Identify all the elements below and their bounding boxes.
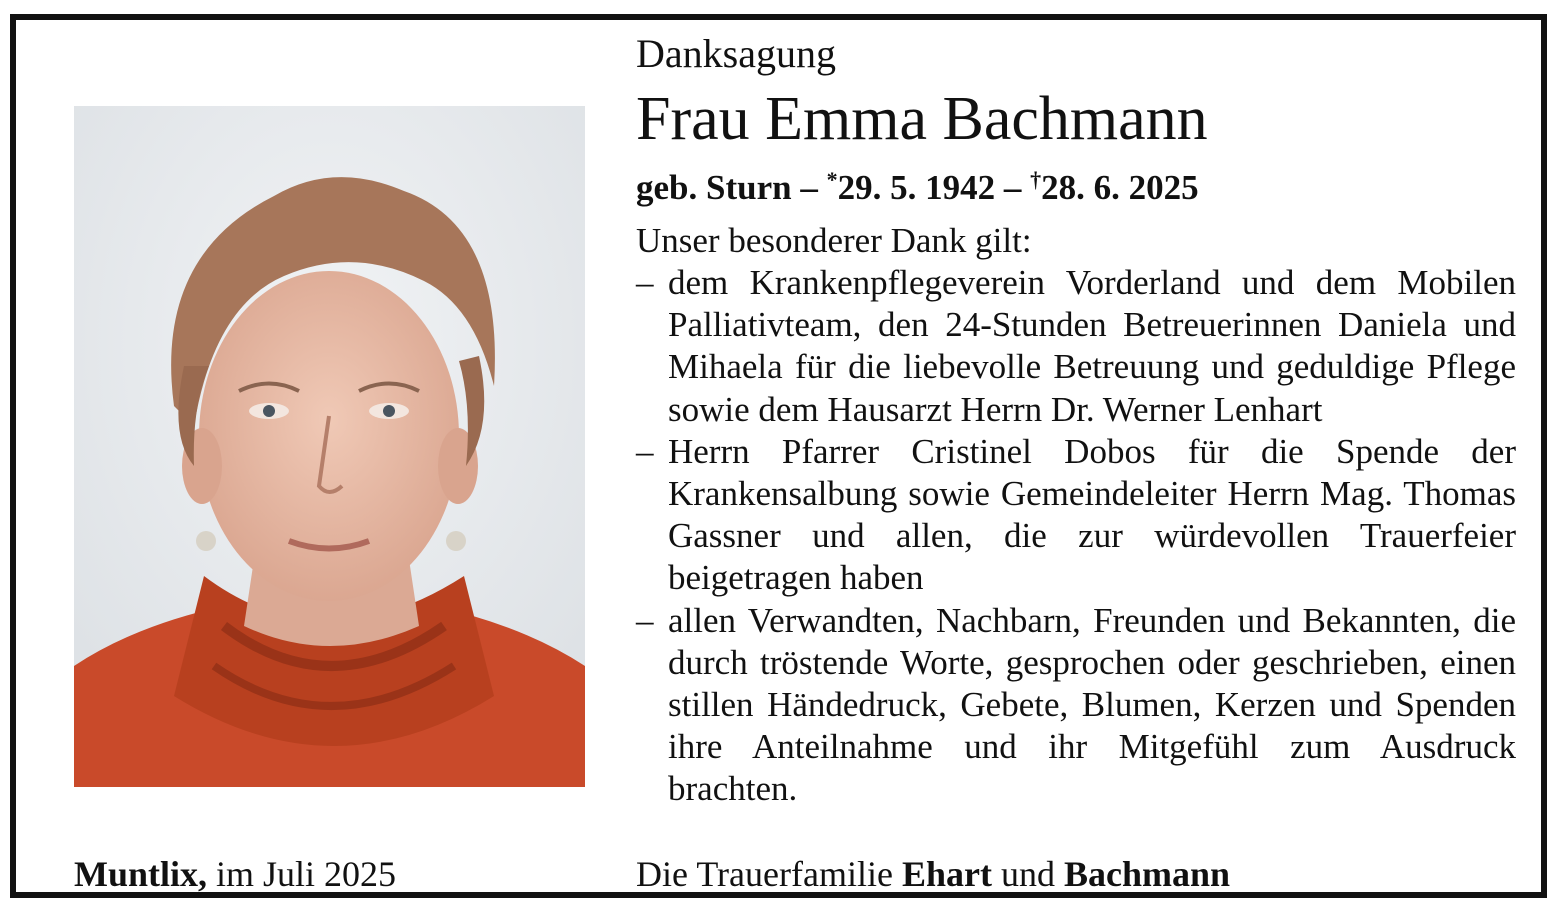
family-prefix: Die Trauerfamilie (636, 854, 893, 894)
portrait-photo (74, 106, 585, 787)
place-and-date (74, 852, 396, 896)
notice-text-column (636, 28, 1516, 811)
life-dates (636, 158, 1516, 210)
place-date: im Juli 2025 (216, 854, 397, 894)
thanks-item: – dem Krankenpflegeverein Vorderland und dem Mobilen Palliativteam, den 24-Stunden Betreuerinnen Daniela und Mihaela für die liebevolle Betreuung und geduldige Pflege sowie dem Hausarzt Herrn Dr. Werner Lenhart (636, 262, 1516, 431)
notice-label: Danksagung (636, 31, 836, 76)
birth-name: geb. Sturn (636, 168, 792, 207)
dates-separator-2: – (1003, 168, 1022, 207)
death-symbol: † (1030, 167, 1042, 192)
birth-date: 29. 5. 1942 (837, 168, 996, 207)
thanks-intro: Unser besonderer Dank gilt: (636, 221, 1032, 260)
place-name: Muntlix, (74, 854, 208, 894)
family-connector: und (1000, 854, 1055, 894)
thanks-list (636, 262, 1516, 811)
thanks-item: – Herrn Pfarrer Cristinel Dobos für die Spende der Krankensalbung sowie Gemeindeleiter Herrn Mag. Thomas Gassner und allen, die zur würdevollen Trauerfeier beigetragen haben (636, 431, 1516, 600)
thanks-item: – allen Verwandten, Nachbarn, Freunden und Bekannten, die durch tröstende Worte, gesprochen oder geschrieben, einen stillen Händedruck, Gebete, Blumen, Kerzen und Spenden ihre Anteilnahme und ihr Mitgefühl zum Ausdruck brachten. (636, 600, 1516, 811)
deceased-name: Frau Emma Bachmann (636, 85, 1208, 153)
dates-separator: – (800, 168, 818, 207)
family-name-2: Bachmann (1063, 854, 1230, 894)
death-date: 28. 6. 2025 (1041, 168, 1199, 207)
family-signature (636, 852, 1230, 896)
family-name-1: Ehart (901, 854, 992, 894)
birth-symbol: * (826, 167, 838, 192)
portrait-illustration (74, 106, 585, 787)
